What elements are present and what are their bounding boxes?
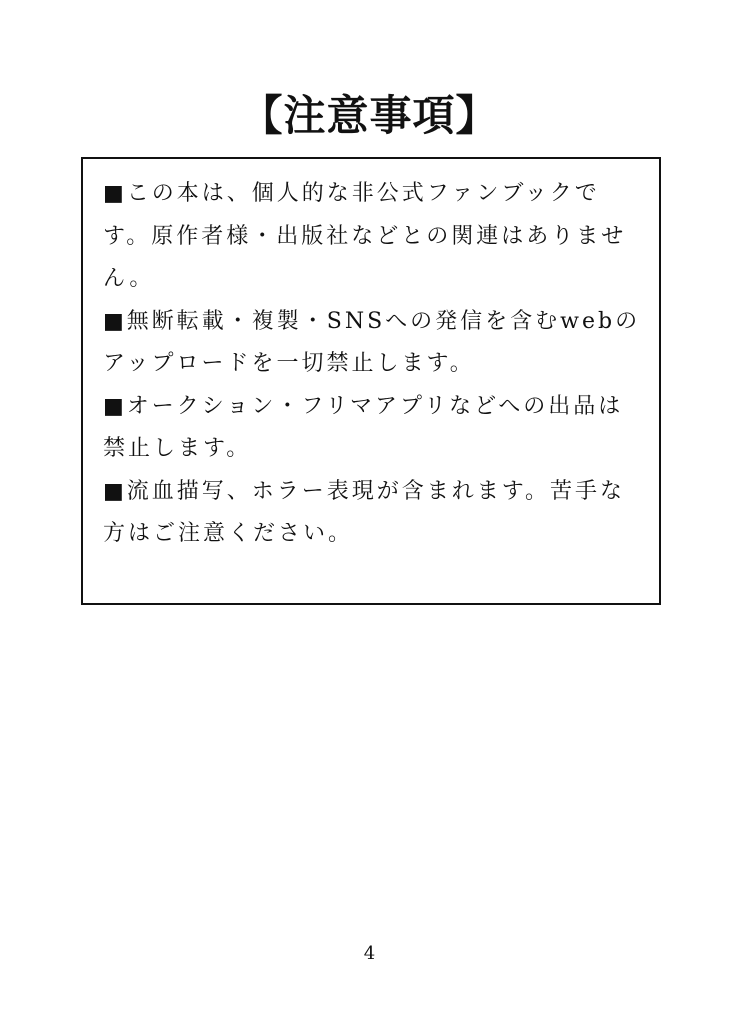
notice-item-unofficial: ■この本は、個人的な非公式ファンブックです。原作者様・出版社などとの関連はありません。 bbox=[103, 181, 627, 291]
notice-item-content-warning: ■流血描写、ホラー表現が含まれます。苦手な方はご注意ください。 bbox=[103, 478, 626, 546]
notice-item-no-reproduction: ■無断転載・複製・SNSへの発信を含むwebのアップロードを一切禁止します。 bbox=[103, 308, 641, 376]
notice-item-no-resale: ■オークション・フリマアプリなどへの出品は禁止します。 bbox=[103, 393, 624, 461]
notice-list bbox=[103, 173, 643, 556]
page-number: 4 bbox=[363, 943, 376, 964]
page-title: 【注意事項】 bbox=[240, 91, 499, 140]
notice-box bbox=[81, 157, 661, 605]
